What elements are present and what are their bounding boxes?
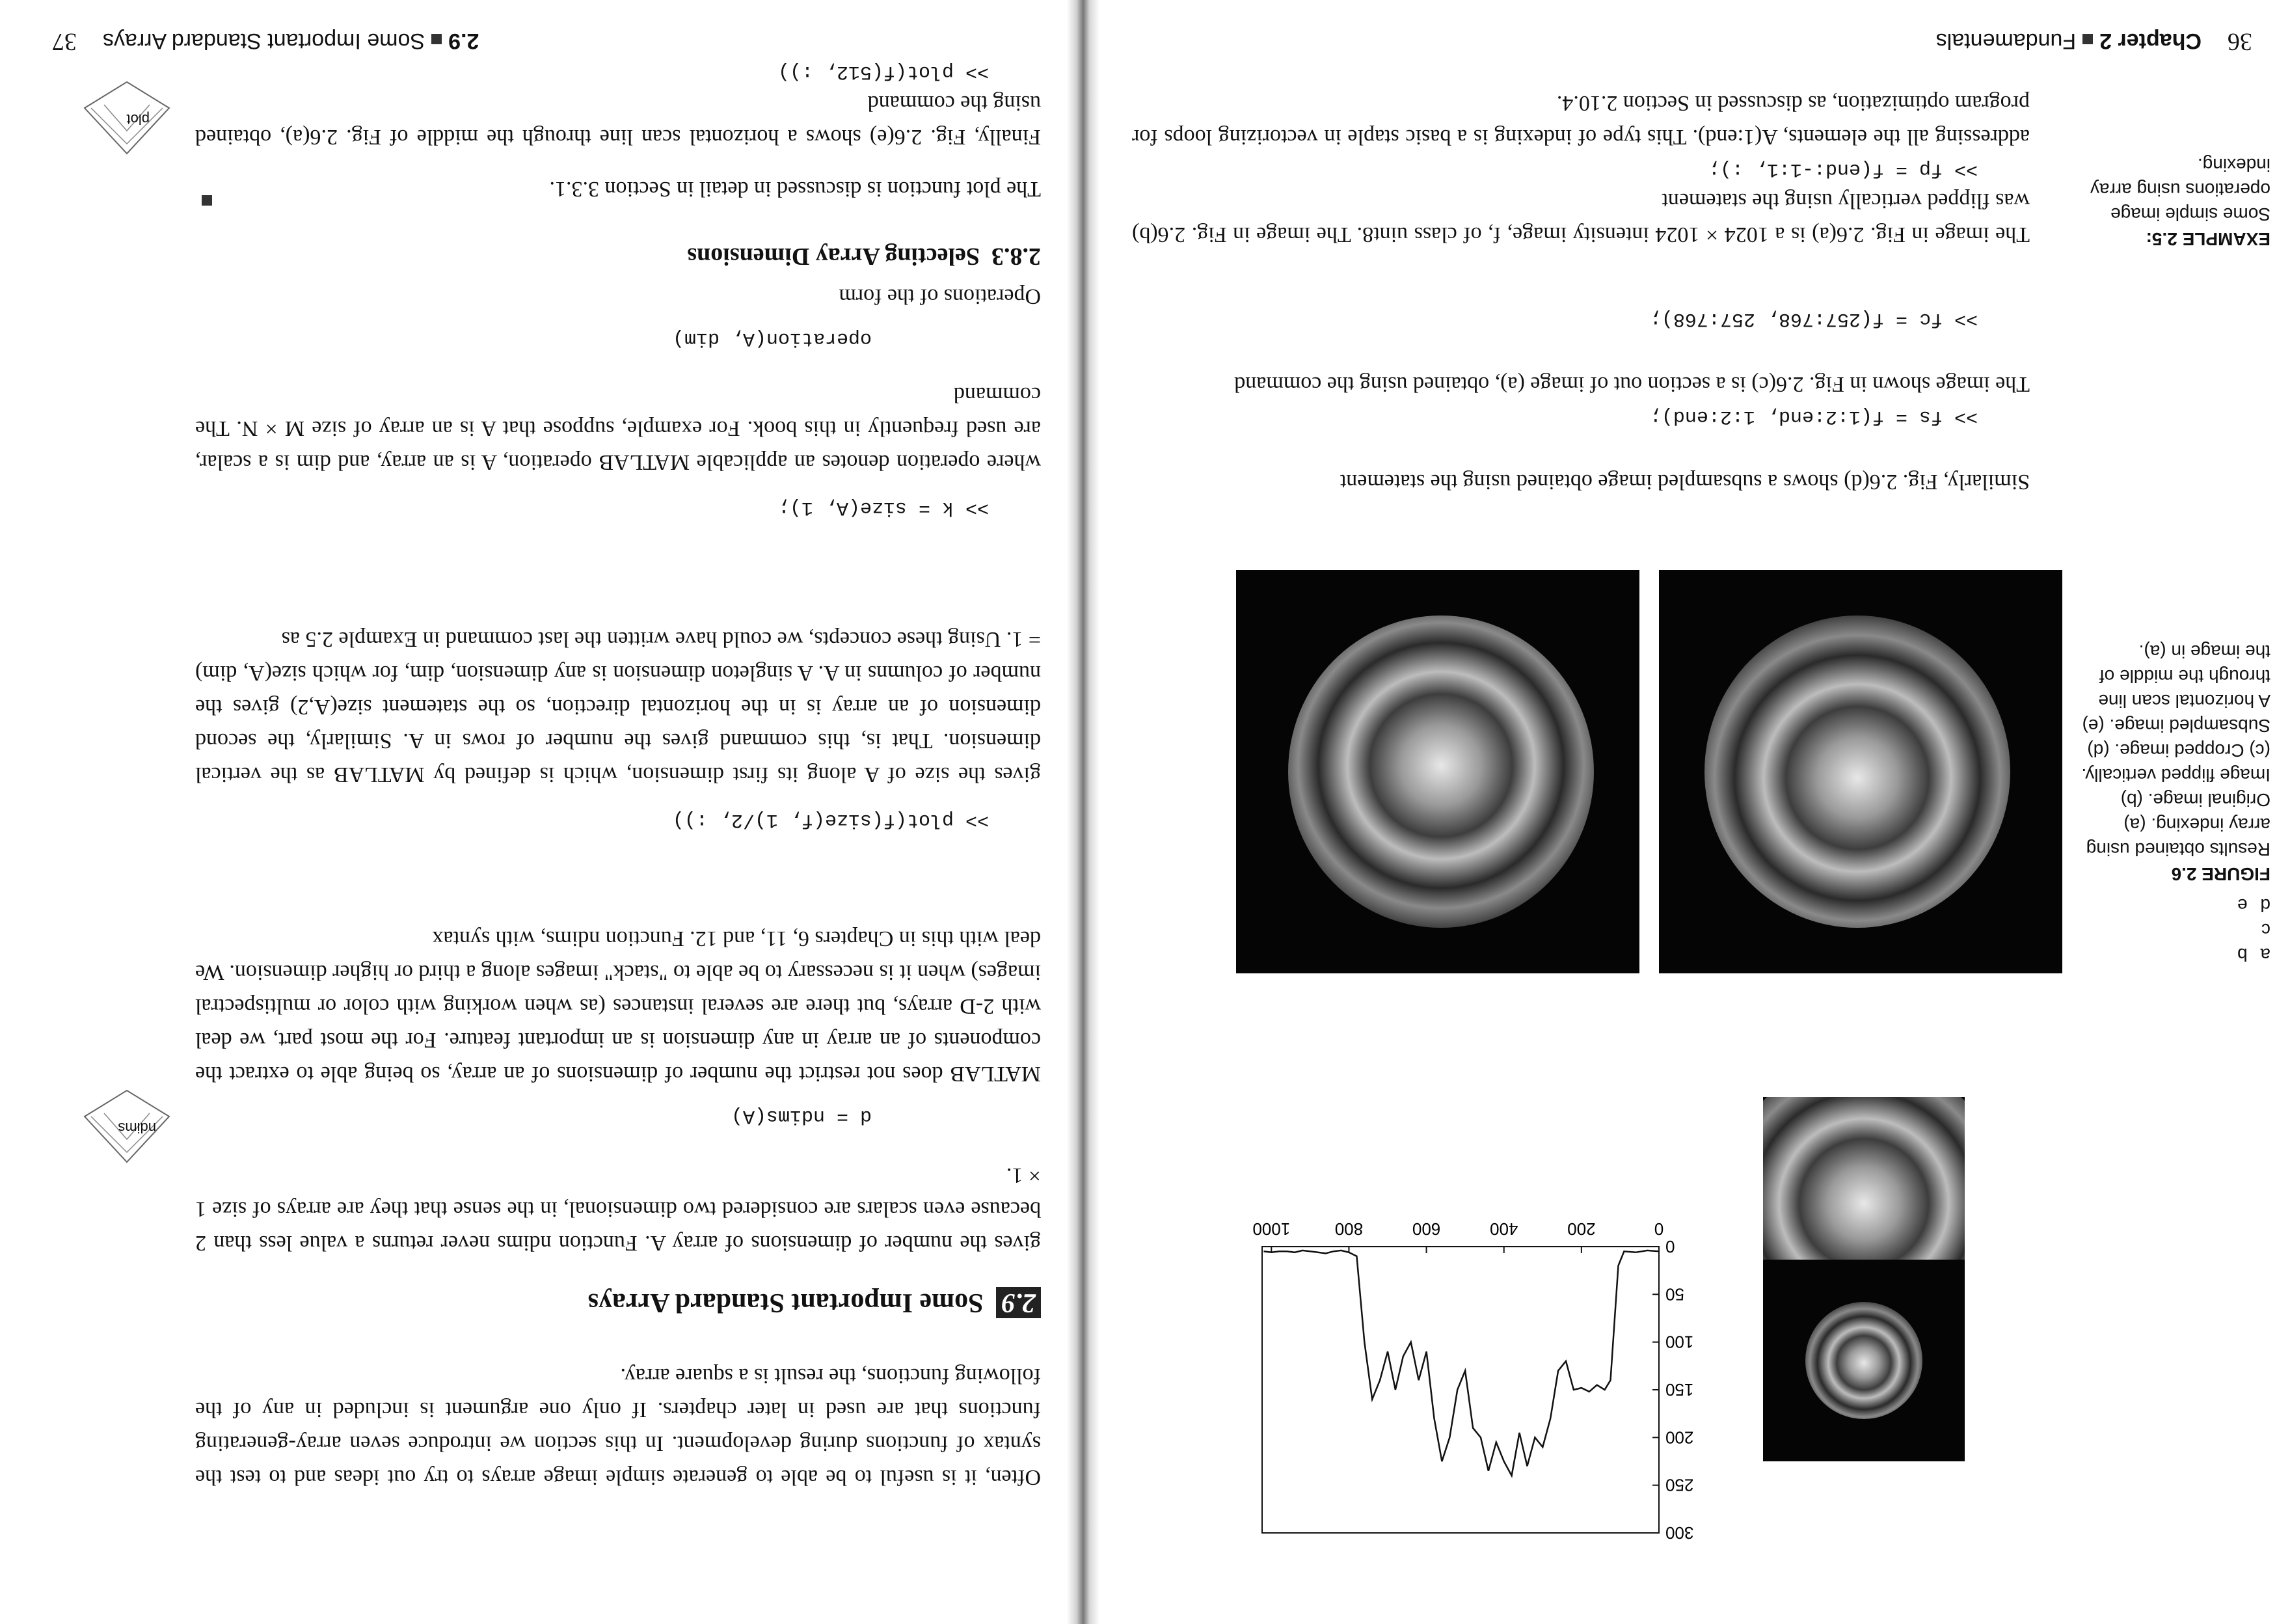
y-tick-label: 100 (1665, 1332, 1694, 1352)
y-tick-label: 250 (1665, 1475, 1694, 1495)
figure-caption-block (2075, 639, 2270, 967)
para-plot-ref: The plot function is discussed in detail in Section 3.3.1. (549, 177, 1041, 201)
scanline-series (1263, 1251, 1659, 1476)
figure-layout-letters-c: c (2257, 920, 2270, 940)
plot-icon (78, 69, 176, 167)
y-tick-label: 150 (1665, 1380, 1694, 1400)
figure-2-6-d (1763, 1260, 1965, 1461)
running-header-37 (52, 27, 1041, 56)
figure-2-6-e-scanline-plot (1249, 1208, 1704, 1546)
subsection-title: Selecting Array Dimensions (687, 243, 980, 270)
figure-2-6-a (1659, 570, 2062, 973)
x-tick-label: 1000 (1252, 1219, 1291, 1239)
example-side-caption: Some simple image operations using array indexing. (2090, 155, 2270, 224)
section-heading (588, 1287, 1041, 1318)
subsection-heading (687, 242, 1041, 271)
y-tick-label: 0 (1665, 1237, 1675, 1256)
page-37 (0, 0, 1067, 1624)
page-number: 37 (52, 28, 77, 55)
x-tick-label: 800 (1334, 1219, 1364, 1239)
section-number: 2.9 (448, 29, 479, 53)
para-gives: gives the size of A along its first dimension, which is defined by MATLAB as the vertical dimension. That is, this command gives the number of rows in A. Similarly, the second dimension of an array is in the horizontal direction, so the statement size(A,2) gives the number of columns in A. A singleton dimension is any dimension, dim, for which size(A, dim) = 1. Using these concepts, we could have written the last command in Example 2.5 as (195, 627, 1041, 787)
para-operations: Operations of the form (839, 284, 1041, 308)
plot-frame (1262, 1247, 1659, 1533)
rose-image (1704, 616, 2010, 928)
para-matlab: MATLAB does not restrict the number of dimensions of an array, so being able to extract the components of an array in any dimension is an important feature. For the most part, we deal with 2-D arrays, but there are several instances (as when working with color or multispectral images) when it is necessary to be able to "stack" images along a third or higher dimension. We deal with this in Chapters 6, 11, and 12. Function ndims, with syntax (195, 927, 1041, 1086)
para-scanline: Finally, Fig. 2.6(e) shows a horizontal scan line through the middle of Fig. 2.6(a), obtained using the command (195, 91, 1041, 149)
square-bullet-icon (2082, 34, 2093, 44)
chapter-title: Fundamentals (1935, 29, 2077, 53)
figure-caption: Results obtained using array indexing. (a) Original image. (b) Image flipped vertically. (c) Cropped image. (d) Subsampled image. (e) A horizontal scan line through the middle of the image in (a). (2081, 642, 2270, 859)
subsection-number: 2.8.3 (991, 243, 1041, 270)
x-tick-label: 600 (1412, 1219, 1441, 1239)
example-line1: The image in Fig. 2.6(a) is a 1024 × 1024 intensity image, f, of class uint8. The image in Fig. 2.6(b) was flipped vertically using the statement (1132, 189, 2030, 247)
para-intro: addressing all the elements, A(1:end). This type of indexing is a basic staple in vectorizing loops for program optimization, as discussed in Section 2.10.4. (1132, 91, 2030, 149)
section-badge: 2.9 (997, 1287, 1042, 1318)
x-tick-label: 200 (1567, 1219, 1596, 1239)
figure-2-6-b (1236, 570, 1639, 973)
code-plot2: >> plot(f(size(f, 1)/2, :)) (672, 809, 989, 831)
running-header-36 (1133, 27, 2252, 56)
para-ndims: gives the number of dimensions of array A. Function ndims never returns a value less than 2 because even scalars are considered two dimensional, in the sense that they are arrays of size 1 × 1. (195, 1163, 1041, 1255)
example-label-block (2075, 152, 2270, 251)
section-title: Some Important Standard Arrays (587, 1288, 984, 1318)
para-where: where operation denotes an applicable MATLAB operation, A is an array, and dim is a scalar, are used frequently in this book. For example, suppose that A is an array of size M × N. The command (195, 383, 1041, 474)
para-fs: Similarly, Fig. 2.6(d) shows a subsampled image obtained using the statement (1340, 470, 2030, 494)
y-tick-label: 300 (1665, 1523, 1694, 1543)
book-gutter (1067, 0, 1099, 1624)
figure-label: FIGURE 2.6 (2171, 864, 2270, 884)
chapter-label: Chapter 2 (2099, 29, 2202, 53)
example-label: EXAMPLE 2.5: (2146, 229, 2270, 249)
section-title-running: Some Important Standard Arrays (103, 29, 425, 53)
figure-layout-letters-ab: a b (2233, 945, 2270, 965)
para-fc: The image shown in Fig. 2.6(c) is a section out of image (a), obtained using the command (1234, 372, 2030, 396)
plot-reference-line (195, 172, 1041, 206)
rose-image-subsampled (1805, 1302, 1922, 1419)
para-often: Often, it is useful to be able to generate simple image arrays to try out ideas and to test the syntax of functions during development. In this section we introduce seven array-generating functions that are used in later chapters. If only one argument is included in any of the following functions, the result is a square array. (195, 1364, 1041, 1489)
code-fc: >> fc = f(257:768, 257:768); (1649, 308, 1978, 330)
ndims-icon-label: ndims (118, 1120, 156, 1136)
plot-icon-label: plot (126, 111, 150, 128)
code-fp: >> fp = f(end:-1:1, :); (1708, 158, 1978, 180)
x-tick-label: 0 (1654, 1219, 1664, 1239)
code-plot: >> plot(f(512, :)) (777, 61, 989, 83)
square-bullet-icon (431, 34, 442, 44)
end-of-example-icon (202, 195, 212, 206)
code-ndims: d = ndims(A) (731, 1105, 872, 1127)
y-tick-label: 50 (1665, 1284, 1684, 1305)
x-tick-label: 400 (1490, 1219, 1518, 1239)
y-tick-label: 200 (1665, 1428, 1694, 1448)
code-fs: >> fs = f(1:2:end, 1:2:end); (1649, 405, 1978, 427)
figure-layout-letters-de: d e (2233, 895, 2270, 915)
ndims-icon (78, 1077, 176, 1175)
page-number: 36 (2228, 28, 2252, 55)
page-36 (1099, 0, 2290, 1624)
scanline-chart (1249, 1208, 1704, 1546)
code-operation: operation(A, dim) (672, 327, 872, 349)
code-size: >> k = size(A, 1); (777, 496, 989, 519)
rose-image-flipped (1288, 616, 1594, 928)
